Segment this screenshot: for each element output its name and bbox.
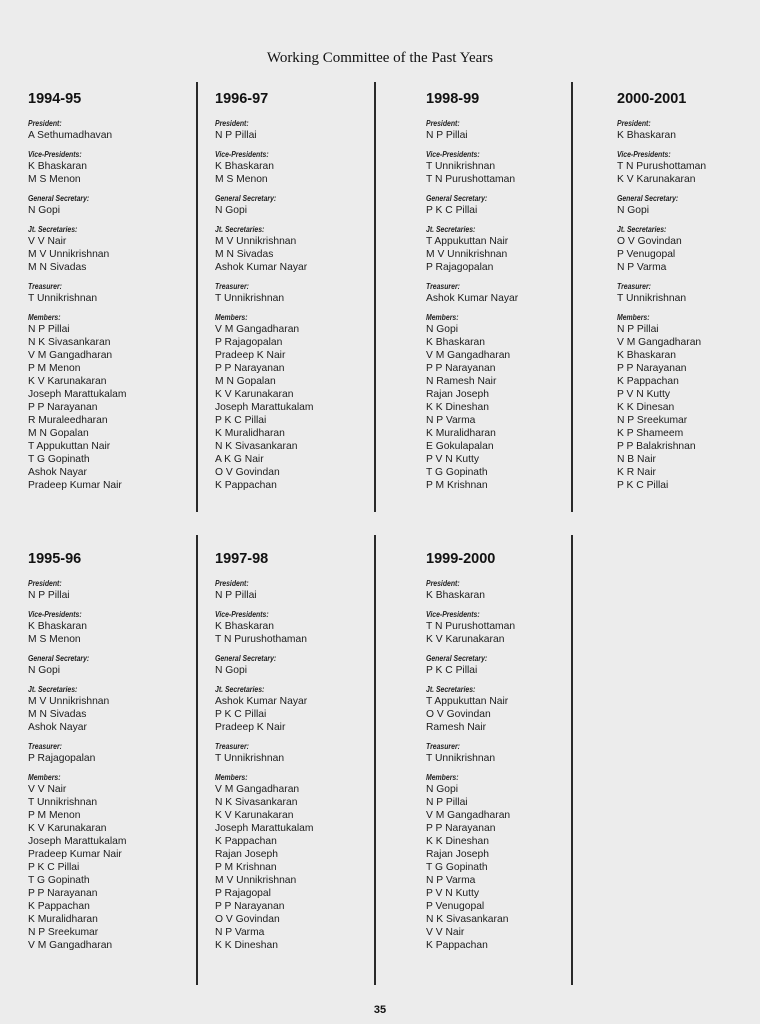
role-label: General Secretary: <box>426 194 488 203</box>
member-name: K Bhaskaran <box>215 621 274 632</box>
jt-secretaries-section <box>617 225 760 274</box>
member-names <box>215 292 390 305</box>
role-label: Treasurer: <box>28 742 62 751</box>
member-name: T N Purushottaman <box>426 174 516 185</box>
member-name: P P Balakrishnan <box>617 441 696 452</box>
member-name: N Gopi <box>28 205 61 216</box>
member-name: O V Govindan <box>215 914 280 925</box>
member-names <box>28 752 203 765</box>
members-section <box>426 773 601 952</box>
role-label: Jt. Secretaries: <box>426 225 476 234</box>
member-name: T N Purushothaman <box>215 634 307 645</box>
member-name: P P Narayanan <box>617 363 687 374</box>
member-name: N Gopi <box>426 324 459 335</box>
member-name: N P Pillai <box>215 130 257 141</box>
committee-block <box>215 91 390 500</box>
member-name: P K C Pillai <box>215 709 267 720</box>
member-name: V V Nair <box>426 927 465 938</box>
member-name: T Appukuttan Nair <box>426 236 509 247</box>
member-name: K Bhaskaran <box>426 590 485 601</box>
member-name: P K C Pillai <box>426 665 478 676</box>
role-label: General Secretary: <box>426 654 488 663</box>
member-name: T G Gopinath <box>28 875 90 886</box>
role-label: Jt. Secretaries: <box>215 225 265 234</box>
member-names <box>426 783 601 952</box>
member-name: P P Narayanan <box>28 888 98 899</box>
member-names <box>215 664 390 677</box>
role-label: Treasurer: <box>215 742 249 751</box>
member-name: O V Govindan <box>426 709 491 720</box>
committee-year: 1998-99 <box>426 91 480 107</box>
member-name: P Rajagopalan <box>215 337 283 348</box>
vice-presidents-section <box>28 610 203 646</box>
members-section <box>617 313 760 492</box>
member-name: K Muralidharan <box>215 428 285 439</box>
member-name: T Unnikrishnan <box>28 293 98 304</box>
role-label: Members: <box>215 313 248 322</box>
role-label: President: <box>215 579 249 588</box>
member-name: M V Unnikrishnan <box>426 249 508 260</box>
member-names <box>28 129 203 142</box>
member-name: K V Karunakaran <box>215 389 294 400</box>
member-name: K Bhaskaran <box>28 621 87 632</box>
role-label: Jt. Secretaries: <box>28 685 78 694</box>
president-section <box>215 119 390 142</box>
vice-presidents-section <box>426 610 601 646</box>
member-name: K P Shameem <box>617 428 684 439</box>
member-name: O V Govindan <box>617 236 682 247</box>
vice-presidents-section <box>426 150 601 186</box>
member-names <box>215 129 390 142</box>
member-name: N P Sreekumar <box>28 927 99 938</box>
role-label: President: <box>617 119 651 128</box>
member-name: K V Karunakaran <box>215 810 294 821</box>
member-name: N P Pillai <box>28 590 70 601</box>
member-name: K K Dineshan <box>215 940 278 951</box>
president-section <box>426 579 601 602</box>
member-name: N Gopi <box>426 784 459 795</box>
member-name: N B Nair <box>617 454 656 465</box>
member-names <box>426 204 601 217</box>
member-name: N P Pillai <box>28 324 70 335</box>
member-names <box>617 292 760 305</box>
vice-presidents-section <box>215 150 390 186</box>
member-name: K Bhaskaran <box>617 130 676 141</box>
vice-presidents-section <box>28 150 203 186</box>
member-name: P V N Kutty <box>617 389 671 400</box>
role-label: Treasurer: <box>617 282 651 291</box>
member-names <box>215 235 390 274</box>
member-name: V M Gangadharan <box>28 940 113 951</box>
member-name: K Pappachan <box>617 376 679 387</box>
general-secretary-section <box>426 654 601 677</box>
role-label: Vice-Presidents: <box>617 150 671 159</box>
member-names <box>426 695 601 734</box>
member-name: M N Gopalan <box>28 428 89 439</box>
member-name: K Pappachan <box>426 940 488 951</box>
member-names <box>426 235 601 274</box>
member-name: E Gokulapalan <box>426 441 494 452</box>
member-name: P P Narayanan <box>215 901 285 912</box>
member-name: N Gopi <box>617 205 650 216</box>
role-label: President: <box>426 119 460 128</box>
member-name: M V Unnikrishnan <box>215 875 297 886</box>
member-name: Rajan Joseph <box>426 849 489 860</box>
role-label: Treasurer: <box>215 282 249 291</box>
member-name: P Venugopal <box>617 249 676 260</box>
member-name: P K C Pillai <box>617 480 669 491</box>
member-name: P P Narayanan <box>28 402 98 413</box>
members-section <box>215 773 390 952</box>
member-name: T G Gopinath <box>28 454 90 465</box>
member-names <box>426 323 601 492</box>
committee-block <box>28 91 203 500</box>
member-name: T N Purushottaman <box>617 161 707 172</box>
member-name: K Bhaskaran <box>28 161 87 172</box>
member-name: Rajan Joseph <box>426 389 489 400</box>
member-name: Joseph Marattukalam <box>28 836 127 847</box>
member-name: K Muralidharan <box>426 428 496 439</box>
page-title: Working Committee of the Past Years <box>266 50 494 66</box>
member-name: V M Gangadharan <box>215 324 300 335</box>
role-label: Jt. Secretaries: <box>215 685 265 694</box>
member-name: N K Sivasankaran <box>215 441 298 452</box>
member-name: T Appukuttan Nair <box>426 696 509 707</box>
member-name: Ashok Kumar Nayar <box>215 262 308 273</box>
member-name: Pradeep K Nair <box>215 722 286 733</box>
member-name: P M Krishnan <box>215 862 277 873</box>
member-name: K K Dineshan <box>426 402 489 413</box>
member-name: K K Dinesan <box>617 402 675 413</box>
committee-year: 1994-95 <box>28 91 82 107</box>
member-names <box>28 292 203 305</box>
member-name: V M Gangadharan <box>617 337 702 348</box>
committee-year: 1997-98 <box>215 551 269 567</box>
committee-year: 2000-2001 <box>617 91 687 107</box>
member-names <box>28 160 203 186</box>
treasurer-section <box>28 742 203 765</box>
member-names <box>426 589 601 602</box>
member-names <box>215 160 390 186</box>
president-section <box>617 119 760 142</box>
treasurer-section <box>215 742 390 765</box>
members-section <box>28 313 203 492</box>
member-name: N P Pillai <box>617 324 659 335</box>
member-names <box>215 752 390 765</box>
member-name: V V Nair <box>28 236 67 247</box>
member-name: Pradeep Kumar Nair <box>28 480 122 491</box>
member-name: P V N Kutty <box>426 888 480 899</box>
general-secretary-section <box>28 654 203 677</box>
general-secretary-section <box>426 194 601 217</box>
member-names <box>426 664 601 677</box>
role-label: Members: <box>426 313 459 322</box>
member-name: K R Nair <box>617 467 656 478</box>
member-name: P P Narayanan <box>215 363 285 374</box>
role-label: Members: <box>617 313 650 322</box>
member-names <box>617 235 760 274</box>
members-section <box>215 313 390 492</box>
role-label: President: <box>215 119 249 128</box>
member-name: Pradeep K Nair <box>215 350 286 361</box>
member-name: K Pappachan <box>215 836 277 847</box>
role-label: General Secretary: <box>28 654 90 663</box>
member-names <box>28 204 203 217</box>
member-names <box>215 783 390 952</box>
committee-block <box>617 91 760 500</box>
member-name: N P Varma <box>426 415 476 426</box>
member-name: N P Varma <box>215 927 265 938</box>
member-name: N P Sreekumar <box>617 415 688 426</box>
member-name: M N Gopalan <box>215 376 276 387</box>
role-label: General Secretary: <box>28 194 90 203</box>
member-name: T Unnikrishnan <box>215 293 285 304</box>
members-section <box>426 313 601 492</box>
role-label: Members: <box>426 773 459 782</box>
role-label: General Secretary: <box>617 194 679 203</box>
member-name: T Unnikrishnan <box>426 753 496 764</box>
member-name: N P Varma <box>426 875 476 886</box>
role-label: Jt. Secretaries: <box>426 685 476 694</box>
member-names <box>426 620 601 646</box>
jt-secretaries-section <box>215 685 390 734</box>
member-name: Joseph Marattukalam <box>28 389 127 400</box>
general-secretary-section <box>28 194 203 217</box>
committee-year: 1995-96 <box>28 551 82 567</box>
member-name: N Gopi <box>28 665 61 676</box>
member-name: V M Gangadharan <box>28 350 113 361</box>
treasurer-section <box>426 282 601 305</box>
jt-secretaries-section <box>426 685 601 734</box>
member-names <box>28 620 203 646</box>
member-names <box>215 589 390 602</box>
role-label: General Secretary: <box>215 654 277 663</box>
member-name: N P Varma <box>617 262 667 273</box>
member-name: V M Gangadharan <box>215 784 300 795</box>
role-label: Vice-Presidents: <box>28 150 82 159</box>
member-name: P Rajagopal <box>215 888 271 899</box>
member-name: T G Gopinath <box>426 467 488 478</box>
jt-secretaries-section <box>28 225 203 274</box>
member-name: M S Menon <box>215 174 268 185</box>
vice-presidents-section <box>617 150 760 186</box>
member-name: P V N Kutty <box>426 454 480 465</box>
committee-year: 1996-97 <box>215 91 269 107</box>
member-name: A K G Nair <box>215 454 264 465</box>
president-section <box>426 119 601 142</box>
role-label: President: <box>28 119 62 128</box>
member-name: P P Narayanan <box>426 823 496 834</box>
committee-block <box>426 91 601 500</box>
member-names <box>617 323 760 492</box>
role-label: Vice-Presidents: <box>426 150 480 159</box>
member-name: N Gopi <box>215 665 248 676</box>
member-name: M S Menon <box>28 634 81 645</box>
treasurer-section <box>215 282 390 305</box>
member-name: K V Karunakaran <box>28 376 107 387</box>
member-name: Ashok Kumar Nayar <box>426 293 519 304</box>
role-label: Vice-Presidents: <box>215 150 269 159</box>
member-name: M N Sivadas <box>215 249 274 260</box>
role-label: Members: <box>28 773 61 782</box>
member-name: K Pappachan <box>215 480 277 491</box>
member-name: N P Pillai <box>215 590 257 601</box>
treasurer-section <box>426 742 601 765</box>
member-name: V M Gangadharan <box>426 350 511 361</box>
member-name: Joseph Marattukalam <box>215 402 314 413</box>
committee-block <box>426 551 601 960</box>
general-secretary-section <box>215 194 390 217</box>
role-label: Vice-Presidents: <box>426 610 480 619</box>
member-name: P Venugopal <box>426 901 485 912</box>
member-name: P M Menon <box>28 810 81 821</box>
member-name: P K C Pillai <box>215 415 267 426</box>
treasurer-section <box>617 282 760 305</box>
member-name: N Gopi <box>215 205 248 216</box>
member-name: K Pappachan <box>28 901 90 912</box>
member-name: A Sethumadhavan <box>28 130 113 141</box>
member-name: M N Sivadas <box>28 262 87 273</box>
member-name: V V Nair <box>28 784 67 795</box>
jt-secretaries-section <box>28 685 203 734</box>
member-name: Ramesh Nair <box>426 722 487 733</box>
member-name: P K C Pillai <box>426 205 478 216</box>
members-section <box>28 773 203 952</box>
president-section <box>215 579 390 602</box>
member-names <box>28 695 203 734</box>
committee-block <box>28 551 203 960</box>
treasurer-section <box>28 282 203 305</box>
role-label: Members: <box>28 313 61 322</box>
member-names <box>28 664 203 677</box>
member-names <box>426 292 601 305</box>
member-name: M V Unnikrishnan <box>28 696 110 707</box>
role-label: President: <box>28 579 62 588</box>
member-names <box>215 695 390 734</box>
member-names <box>426 752 601 765</box>
role-label: Treasurer: <box>426 742 460 751</box>
member-names <box>426 160 601 186</box>
member-name: K K Dineshan <box>426 836 489 847</box>
member-name: P M Menon <box>28 363 81 374</box>
vice-presidents-section <box>215 610 390 646</box>
role-label: Jt. Secretaries: <box>617 225 667 234</box>
member-name: T Unnikrishnan <box>28 797 98 808</box>
member-name: P M Krishnan <box>426 480 488 491</box>
general-secretary-section <box>617 194 760 217</box>
general-secretary-section <box>215 654 390 677</box>
role-label: Treasurer: <box>426 282 460 291</box>
member-name: P Rajagopalan <box>28 753 96 764</box>
member-name: Joseph Marattukalam <box>215 823 314 834</box>
member-name: Ashok Nayar <box>28 722 87 733</box>
committee-year: 1999-2000 <box>426 551 496 567</box>
member-name: T G Gopinath <box>426 862 488 873</box>
member-names <box>28 783 203 952</box>
member-name: K V Karunakaran <box>28 823 107 834</box>
member-name: Ashok Nayar <box>28 467 87 478</box>
member-name: N K Sivasankaran <box>215 797 298 808</box>
member-name: M V Unnikrishnan <box>28 249 110 260</box>
member-name: N P Pillai <box>426 130 468 141</box>
member-names <box>28 235 203 274</box>
member-name: O V Govindan <box>215 467 280 478</box>
member-names <box>28 589 203 602</box>
role-label: Jt. Secretaries: <box>28 225 78 234</box>
member-name: M N Sivadas <box>28 709 87 720</box>
member-name: V M Gangadharan <box>426 810 511 821</box>
role-label: Treasurer: <box>28 282 62 291</box>
member-name: M S Menon <box>28 174 81 185</box>
member-names <box>215 204 390 217</box>
member-name: P K C Pillai <box>28 862 80 873</box>
member-name: N K Sivasankaran <box>28 337 111 348</box>
member-name: T Unnikrishnan <box>617 293 687 304</box>
member-name: N Ramesh Nair <box>426 376 497 387</box>
role-label: Vice-Presidents: <box>28 610 82 619</box>
member-names <box>215 620 390 646</box>
member-name: T Unnikrishnan <box>215 753 285 764</box>
member-name: P P Narayanan <box>426 363 496 374</box>
member-names <box>617 129 760 142</box>
member-name: K V Karunakaran <box>617 174 696 185</box>
role-label: General Secretary: <box>215 194 277 203</box>
member-name: K Muralidharan <box>28 914 98 925</box>
member-name: K V Karunakaran <box>426 634 505 645</box>
president-section <box>28 579 203 602</box>
jt-secretaries-section <box>426 225 601 274</box>
jt-secretaries-section <box>215 225 390 274</box>
member-name: T N Purushottaman <box>426 621 516 632</box>
member-name: Rajan Joseph <box>215 849 278 860</box>
member-name: R Muraleedharan <box>28 415 108 426</box>
member-name: K Bhaskaran <box>215 161 274 172</box>
member-name: M V Unnikrishnan <box>215 236 297 247</box>
role-label: Members: <box>215 773 248 782</box>
member-name: T Unnikrishnan <box>426 161 496 172</box>
member-name: K Bhaskaran <box>426 337 485 348</box>
member-names <box>28 323 203 492</box>
member-name: Pradeep Kumar Nair <box>28 849 122 860</box>
member-name: N P Pillai <box>426 797 468 808</box>
role-label: Vice-Presidents: <box>215 610 269 619</box>
member-name: P Rajagopalan <box>426 262 494 273</box>
member-names <box>617 204 760 217</box>
committee-block <box>215 551 390 960</box>
role-label: President: <box>426 579 460 588</box>
president-section <box>28 119 203 142</box>
member-name: Ashok Kumar Nayar <box>215 696 308 707</box>
member-name: T Appukuttan Nair <box>28 441 111 452</box>
member-names <box>617 160 760 186</box>
member-name: K Bhaskaran <box>617 350 676 361</box>
member-names <box>215 323 390 492</box>
page-number: 35 <box>373 1004 387 1016</box>
member-name: N K Sivasankaran <box>426 914 509 925</box>
member-names <box>426 129 601 142</box>
